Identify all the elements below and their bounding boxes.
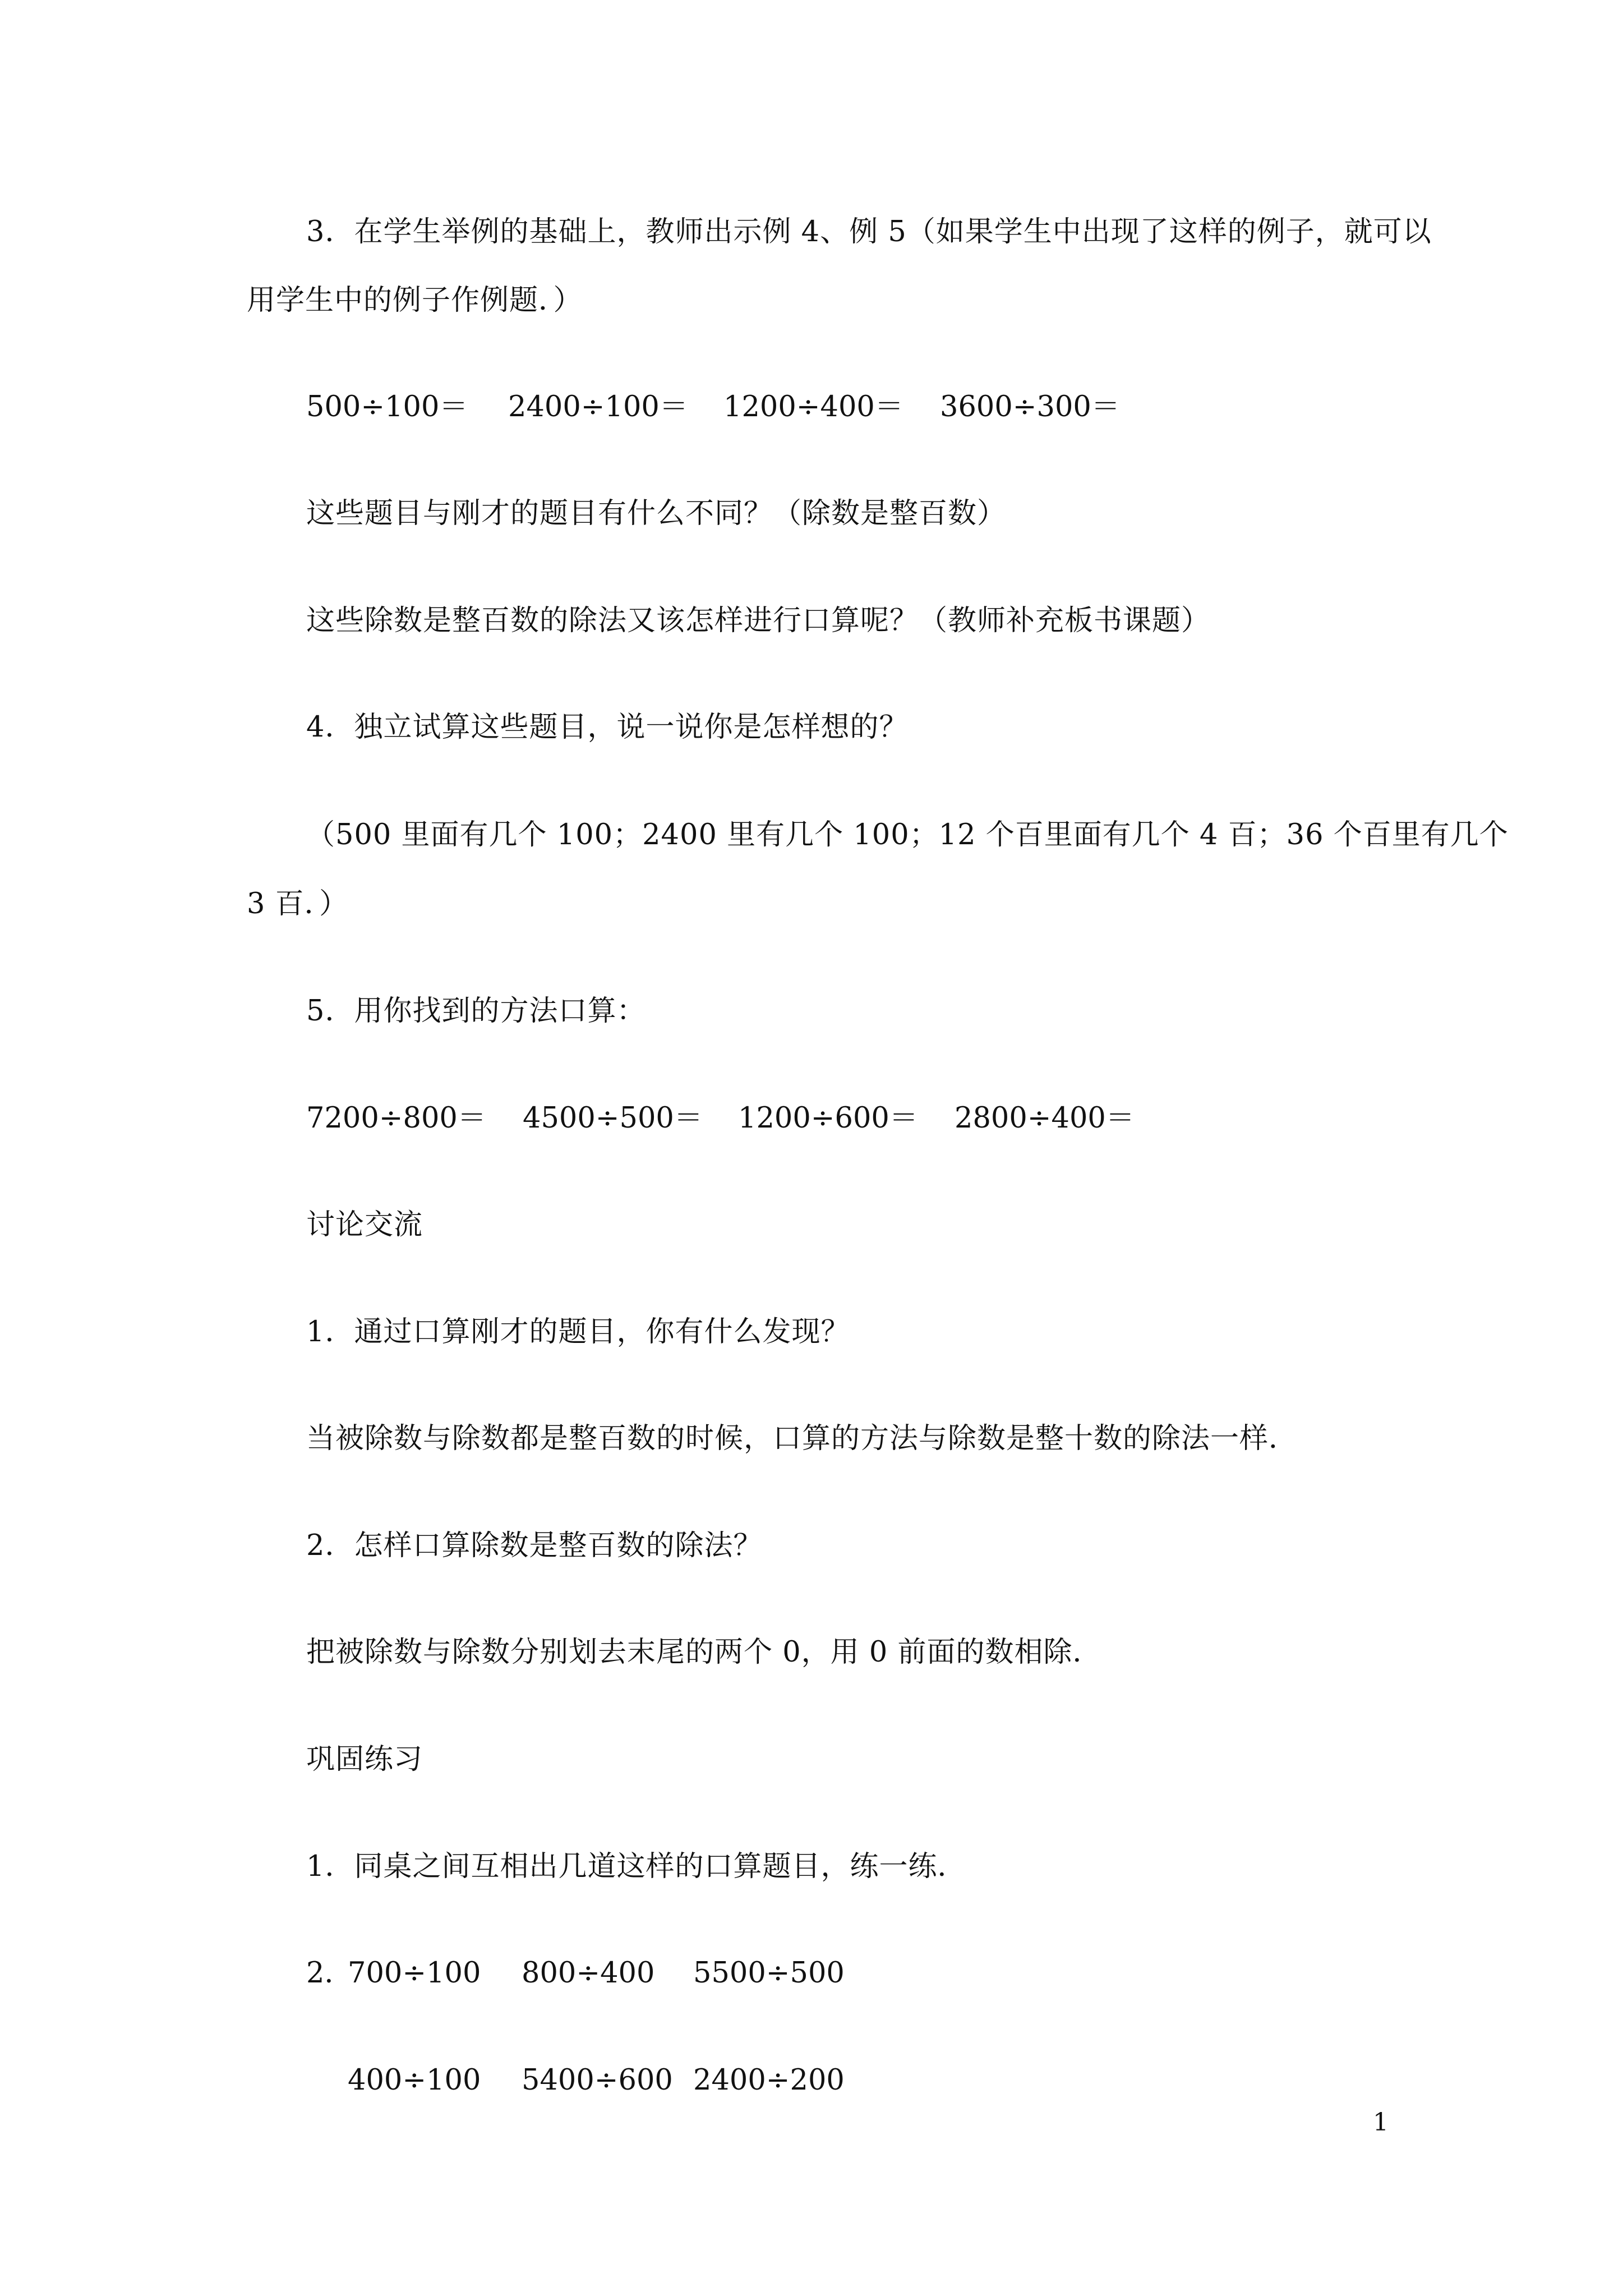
question-how: 这些除数是整百数的除法又该怎样进行口算呢？（教师补充板书课题） — [306, 604, 1211, 637]
question-difference: 这些题目与刚才的题目有什么不同？（除数是整百数） — [306, 497, 1007, 530]
example-expression: 500÷100＝ — [306, 390, 468, 424]
discussion-answer-1: 当被除数与除数都是整百数的时候，口算的方法与除数是整十数的除法一样． — [306, 1422, 1298, 1455]
practice-expression: 400÷100 — [348, 2064, 481, 2097]
section-4-hint-line-2: 3 百．） — [247, 887, 349, 921]
practice-expression: 800÷400 — [522, 1957, 655, 1990]
practice-heading: 巩固练习 — [306, 1743, 423, 1776]
example-expression: 7200÷800＝ — [306, 1102, 486, 1135]
discussion-heading: 讨论交流 — [306, 1208, 423, 1241]
section-3-line-1: 3．在学生举例的基础上，教师出示例 4、例 5（如果学生中出现了这样的例子，就可以 — [306, 215, 1432, 249]
discussion-answer-2: 把被除数与除数分别划去末尾的两个 0，用 0 前面的数相除． — [306, 1636, 1102, 1669]
practice-expression: 700÷100 — [348, 1957, 481, 1990]
example-expression: 2800÷400＝ — [955, 1102, 1135, 1135]
section-3-line-2: 用学生中的例子作例题．） — [247, 284, 583, 317]
section-4-title: 4．独立试算这些题目，说一说你是怎样想的？ — [306, 711, 909, 744]
example-expression: 4500÷500＝ — [523, 1102, 703, 1135]
section-4-hint-line-1: （500 里面有几个 100；2400 里有几个 100；12 个百里面有几个 4 百；36 个百里有几个 — [306, 818, 1509, 852]
section-5-title: 5．用你找到的方法口算： — [306, 995, 646, 1028]
discussion-question-1: 1．通过口算刚才的题目，你有什么发现？ — [306, 1315, 850, 1349]
practice-expression: 5500÷500 — [693, 1957, 845, 1990]
practice-expression: 5400÷600 — [522, 2064, 673, 2097]
example-expression: 2400÷100＝ — [508, 390, 688, 424]
page-number: 1 — [1373, 2108, 1389, 2137]
example-expression: 1200÷600＝ — [738, 1102, 918, 1135]
practice-item-2-label: 2． — [306, 1957, 353, 1990]
example-expression: 1200÷400＝ — [723, 390, 903, 424]
practice-expression: 2400÷200 — [693, 2064, 845, 2097]
discussion-question-2: 2．怎样口算除数是整百数的除法？ — [306, 1529, 763, 1562]
example-expression: 3600÷300＝ — [940, 390, 1120, 424]
practice-item-1: 1．同桌之间互相出几道这样的口算题目，练一练． — [306, 1850, 967, 1883]
